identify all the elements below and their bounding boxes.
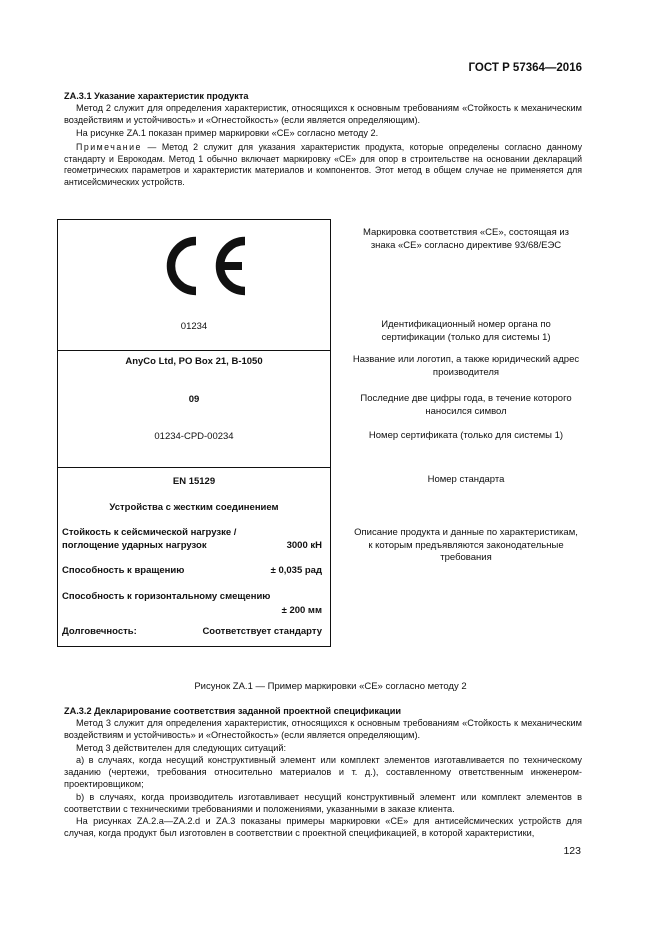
rotation-label: Способность к вращению <box>62 565 185 576</box>
seismic-label-line1: Стойкость к сейсмической нагрузке / <box>62 527 237 538</box>
label-divider <box>58 467 330 468</box>
durability-value: Соответствует стандарту <box>202 626 322 637</box>
displacement-row <box>62 591 322 616</box>
label-year: 09 <box>188 394 200 405</box>
section-za31-note <box>64 142 582 189</box>
section-za32-title: ZA.3.2 Декларирование соответствия заданной проектной спецификации <box>64 706 401 716</box>
section-za32-para1: Метод 3 служит для определения характеристик, относящихся к основным требованиям «Стойкость к механическим воздействиям и устойчивость» и «Огнестойкость» (если является определяющим). <box>64 718 582 741</box>
seismic-row <box>62 527 322 552</box>
section-za32-para4: b) в случаях, когда производитель изготавливает несущий конструктивный элемент или комплект элементов в соответствии с техническими требованиями и положениями, указанными в заказе клиента. <box>64 791 582 814</box>
standard-header: ГОСТ Р 57364—2016 <box>468 62 582 74</box>
note-text: — Метод 2 служит для указания характеристик продукта, которые определены согласно данному стандарту и Еврокодам. Метод 1 обычно включает маркировку «CE» для опор в строительстве на основании деклараций геометрических параметров и характеристик материалов и компонентов. Этот метод в общем случае не применяется для антисейсмических устройств. <box>64 141 582 187</box>
standard-number: EN 15129 <box>172 476 216 487</box>
section-za32-para2: Метод 3 действителен для следующих ситуаций: <box>76 742 287 753</box>
notified-body-number: 01234 <box>180 321 208 332</box>
page-number: 123 <box>563 845 581 857</box>
label-divider <box>58 350 330 351</box>
ce-mark-icon <box>153 235 253 297</box>
rotation-value: ± 0,035 рад <box>270 565 322 576</box>
section-za32-para5: На рисунках ZA.2.a—ZA.2.d и ZA.3 показаны примеры маркировки «CE» для антисейсмических устройств для случая, когда продукт был изготовлен в соответствии с проектной спецификацией, в которой характеристики, <box>64 816 582 839</box>
desc-product: Описание продукта и данные по характеристикам, к которым предъявляются законодательные требования <box>354 527 578 564</box>
desc-manufacturer: Название или логотип, а также юридический адрес производителя <box>352 354 580 378</box>
durability-label: Долговечность: <box>62 626 137 637</box>
rotation-row <box>62 565 322 578</box>
certificate-number: 01234-CPD-00234 <box>154 431 234 442</box>
displacement-value: ± 200 мм <box>281 605 322 616</box>
section-za32 <box>64 705 582 840</box>
desc-certificate: Номер сертификата (только для системы 1) <box>368 430 564 441</box>
section-za31-para1: Метод 2 служит для определения характеристик, относящихся к основным требованиям «Стойкость к механическим воздействиям и устойчивость» и «Огнестойкость» (если является определяющим). <box>64 103 582 126</box>
note-label: Примечание <box>76 141 142 152</box>
desc-standard: Номер стандарта <box>427 474 505 485</box>
desc-id-number: Идентификационный номер органа по сертификации (только для системы 1) <box>381 319 551 343</box>
section-za31-title: ZA.3.1 Указание характеристик продукта <box>64 91 249 101</box>
section-za31-para2: На рисунке ZA.1 показан пример маркировки «CE» согласно методу 2. <box>76 127 379 138</box>
displacement-label: Способность к горизонтальному смещению <box>62 591 271 602</box>
section-za31 <box>64 90 582 189</box>
seismic-label-line2: поглощение ударных нагрузок <box>62 539 207 551</box>
seismic-value: 3000 кН <box>286 540 322 551</box>
desc-year: Последние две цифры года, в течение которого наносился символ <box>360 393 572 417</box>
ce-label-box <box>57 219 331 647</box>
desc-ce-mark: Маркировка соответствия «CE», состоящая из знака «CE» согласно директиве 93/68/ЕЭС <box>362 227 570 251</box>
durability-row <box>62 626 322 639</box>
section-za32-para3: а) в случаях, когда несущий конструктивный элемент или комплект элементов изготавливается по техническому заданию (чертежи, требования относительно материалов и т. д.), составленному ответственным инженером-проектировщиком; <box>64 754 582 790</box>
manufacturer-address: AnyCo Ltd, PO Box 21, B-1050 <box>125 356 263 367</box>
product-name: Устройства с жестким соединением <box>109 502 279 513</box>
figure-caption: Рисунок ZA.1 — Пример маркировки «CE» согласно методу 2 <box>194 681 467 692</box>
